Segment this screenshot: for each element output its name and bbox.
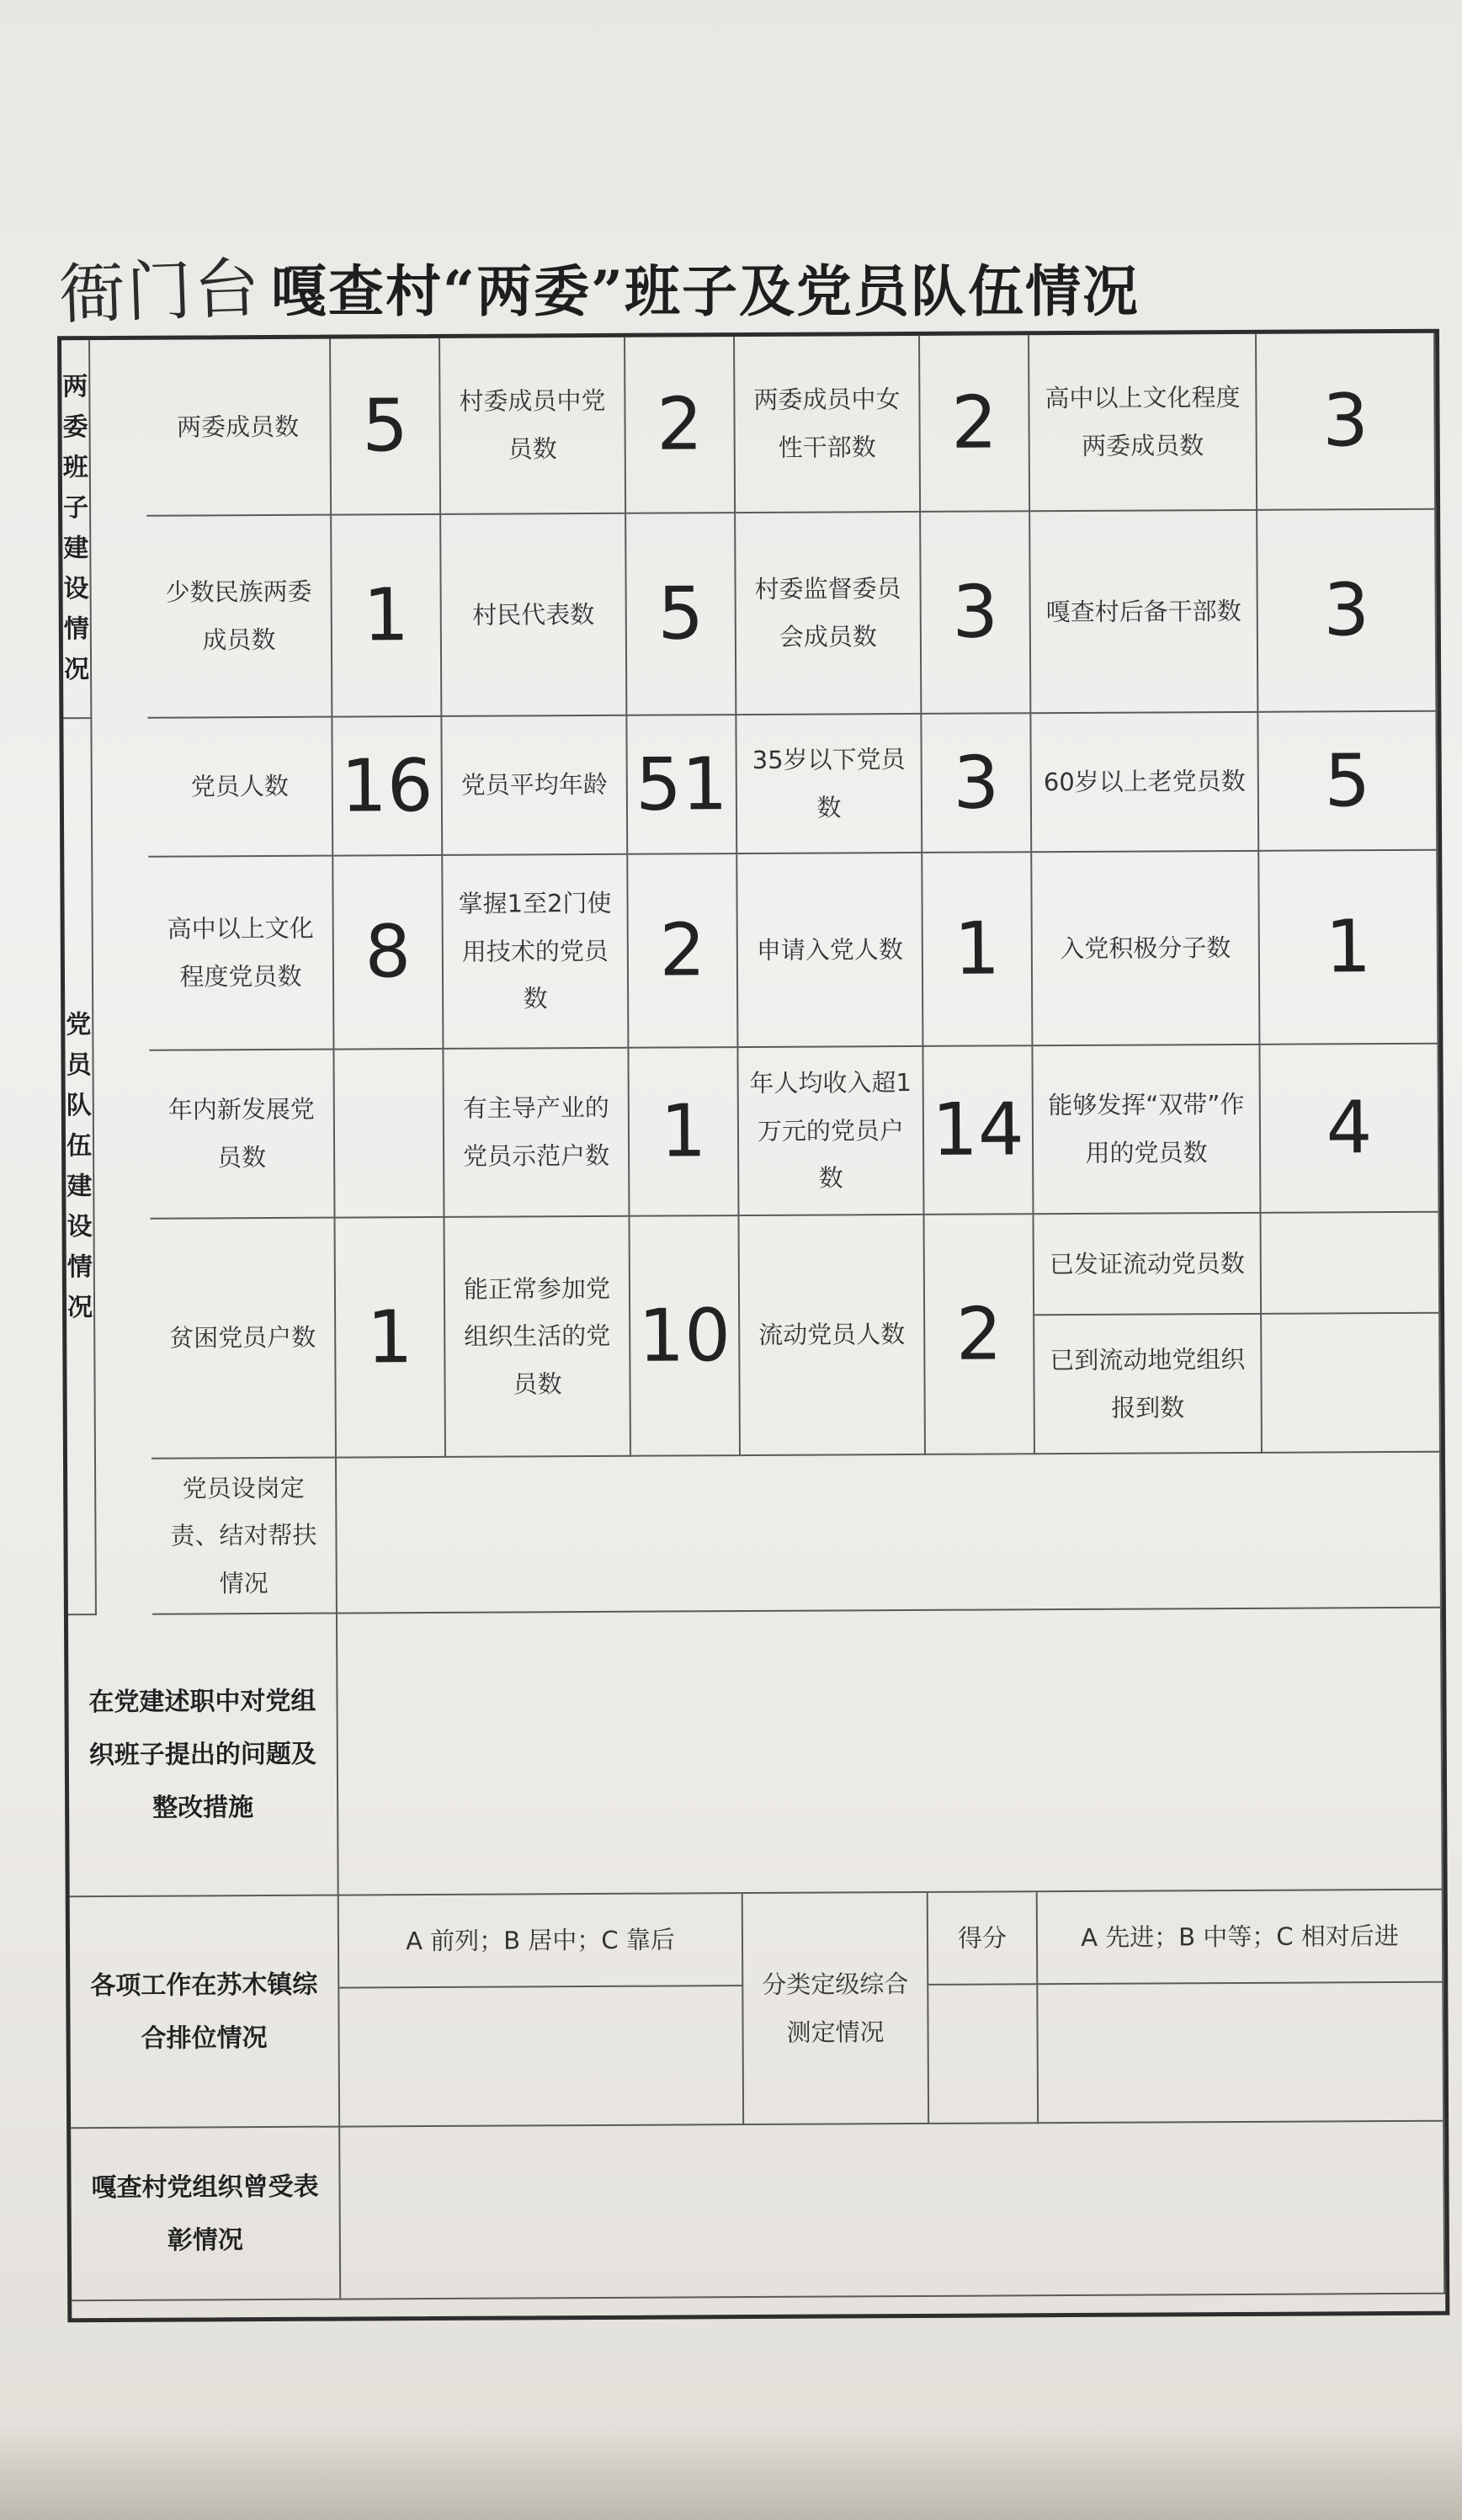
label-demo-households: 有主导产业的党员示范户数: [444, 1049, 630, 1218]
label-applicants: 申请入党人数: [737, 853, 923, 1048]
page-title: [59, 240, 1140, 332]
label-certified-mobile: 已发证流动党员数: [1034, 1214, 1262, 1316]
label-over-60: 60岁以上老党员数: [1031, 713, 1259, 853]
ranking-options: A 前列；B 居中；C 靠后: [339, 1894, 744, 1989]
label-classification: 分类定级综合测定情况: [743, 1893, 929, 2125]
value-dual-lead: 4: [1260, 1045, 1439, 1214]
label-committee-members: 两委成员数: [146, 339, 332, 517]
label-reported-mobile: 已到流动地党组织报到数: [1034, 1315, 1263, 1454]
value-party-members: 16: [332, 717, 443, 857]
value-regular-life: 10: [630, 1216, 740, 1457]
value-activists: 1: [1259, 851, 1438, 1045]
label-villager-representatives: 村民代表数: [441, 514, 627, 717]
section-label-members: 党员队伍建设情况: [63, 719, 97, 1615]
label-average-age: 党员平均年龄: [442, 716, 628, 856]
label-post-assignment: 党员设岗定责、结对帮扶情况: [152, 1459, 338, 1615]
score-value: [928, 1985, 1039, 2124]
value-reserve-cadres: 3: [1257, 510, 1437, 713]
label-skilled-members: 掌握1至2门使用技术的党员数: [443, 855, 629, 1050]
value-new-members: [334, 1050, 444, 1219]
label-party-in-village-committee: 村委成员中党员数: [440, 338, 626, 515]
value-highschool-members: 3: [1257, 333, 1436, 511]
value-certified-mobile: [1261, 1213, 1440, 1315]
value-applicants: 1: [922, 853, 1033, 1047]
value-reported-mobile: [1262, 1314, 1441, 1454]
label-party-members: 党员人数: [147, 718, 333, 858]
handwritten-village-name: 衙门台: [57, 250, 263, 334]
label-income-households: 年人均收入超1万元的党员户数: [738, 1047, 924, 1216]
label-dual-lead: 能够发挥“双带”作用的党员数: [1033, 1045, 1261, 1215]
value-villager-representatives: 5: [626, 513, 736, 716]
label-regular-life: 能正常参加党组织生活的党员数: [445, 1217, 631, 1458]
problems-content: [338, 1608, 1443, 1896]
value-minority-members: 1: [332, 515, 442, 718]
label-female-cadres: 两委成员中女性干部数: [735, 336, 921, 513]
label-new-members: 年内新发展党员数: [149, 1050, 335, 1220]
value-skilled-members: 2: [628, 854, 738, 1049]
value-poor-households: 1: [336, 1218, 446, 1459]
label-mobile-members: 流动党员人数: [739, 1215, 925, 1456]
label-highschool-party-members: 高中以上文化程度党员数: [148, 857, 334, 1051]
section-label-honors: 嘎查村党组织曾受表彰情况: [71, 2128, 341, 2302]
label-poor-households: 贫困党员户数: [151, 1219, 337, 1459]
label-activists: 入党积极分子数: [1032, 852, 1260, 1046]
value-female-cadres: 2: [920, 335, 1030, 513]
section-label-problems: 在党建述职中对党组织班子提出的问题及整改措施: [68, 1614, 339, 1898]
status-table: [57, 329, 1449, 2323]
grade-options: A 先进；B 中等；C 相对后进: [1038, 1890, 1444, 1986]
printed-title: 嘎查村“两委”班子及党员队伍情况: [271, 258, 1140, 324]
value-under-35: 3: [922, 714, 1032, 853]
value-supervision-committee: 3: [921, 512, 1031, 715]
section-label-ranking: 各项工作在苏木镇综合排位情况: [70, 1896, 340, 2129]
grade-value: [1038, 1983, 1444, 2124]
label-supervision-committee: 村委监督委员会成员数: [736, 513, 922, 715]
bottom-shadow: [0, 2424, 1462, 2520]
label-minority-members: 少数民族两委成员数: [146, 516, 332, 719]
label-under-35: 35岁以下党员数: [736, 715, 922, 854]
label-reserve-cadres: 嘎查村后备干部数: [1030, 511, 1258, 714]
value-committee-members: 5: [331, 338, 441, 516]
value-income-households: 14: [923, 1046, 1034, 1215]
label-highschool-members: 高中以上文化程度两委成员数: [1029, 334, 1257, 512]
value-party-in-village-committee: 2: [625, 337, 736, 514]
label-score: 得分: [928, 1892, 1039, 1986]
value-highschool-party-members: 8: [333, 856, 444, 1050]
post-assignment-content: [337, 1453, 1442, 1614]
honors-content: [340, 2122, 1445, 2300]
value-demo-households: 1: [629, 1048, 739, 1217]
ranking-value: [339, 1986, 744, 2128]
value-mobile-members: 2: [924, 1215, 1034, 1455]
value-over-60: 5: [1258, 712, 1438, 852]
value-average-age: 51: [627, 715, 737, 855]
section-label-leadership: 两委班子建设情况: [61, 340, 92, 719]
